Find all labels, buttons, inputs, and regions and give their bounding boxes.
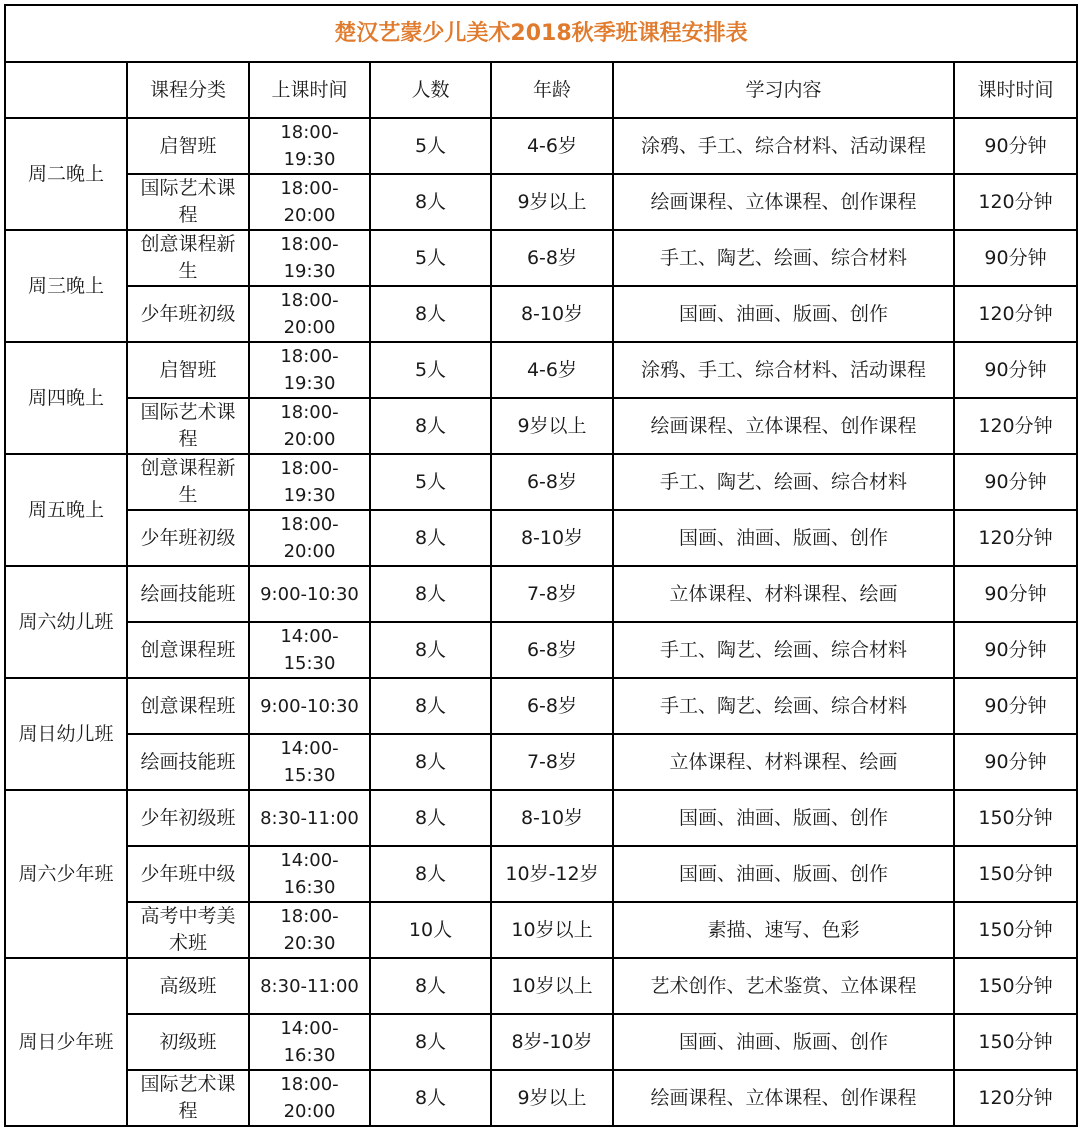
class-time-cell: 14:00-16:30: [249, 1014, 370, 1070]
day-label-cell: 周日少年班: [5, 958, 127, 1126]
header-student-count: 人数: [370, 62, 491, 118]
duration-cell: 150分钟: [954, 902, 1077, 958]
student-count-cell: 8人: [370, 1014, 491, 1070]
student-count-cell: 8人: [370, 790, 491, 846]
table-row: [5, 734, 1077, 790]
age-range-cell: 6-8岁: [491, 454, 613, 510]
student-count-cell: 8人: [370, 678, 491, 734]
course-category-cell: 启智班: [127, 342, 249, 398]
class-time-cell: 18:00-19:30: [249, 118, 370, 174]
header-duration: 课时时间: [954, 62, 1077, 118]
header-row: [5, 62, 1077, 118]
day-label-cell: 周六少年班: [5, 790, 127, 958]
day-label-cell: 周日幼儿班: [5, 678, 127, 790]
course-category-cell: 初级班: [127, 1014, 249, 1070]
course-content-cell: 国画、油画、版画、创作: [613, 1014, 954, 1070]
course-category-cell: 绘画技能班: [127, 566, 249, 622]
course-category-cell: 创意课程新生: [127, 230, 249, 286]
header-content: 学习内容: [613, 62, 954, 118]
student-count-cell: 8人: [370, 1070, 491, 1126]
duration-cell: 90分钟: [954, 566, 1077, 622]
age-range-cell: 9岁以上: [491, 398, 613, 454]
header-blank: [5, 62, 127, 118]
course-content-cell: 国画、油画、版画、创作: [613, 286, 954, 342]
student-count-cell: 5人: [370, 342, 491, 398]
class-time-cell: 8:30-11:00: [249, 958, 370, 1014]
table-row: [5, 902, 1077, 958]
course-content-cell: 涂鸦、手工、综合材料、活动课程: [613, 118, 954, 174]
day-label-cell: 周五晚上: [5, 454, 127, 566]
student-count-cell: 8人: [370, 174, 491, 230]
course-category-cell: 少年班初级: [127, 286, 249, 342]
class-time-cell: 9:00-10:30: [249, 678, 370, 734]
duration-cell: 150分钟: [954, 846, 1077, 902]
course-content-cell: 立体课程、材料课程、绘画: [613, 734, 954, 790]
table-title: 楚汉艺蒙少儿美术2018秋季班课程安排表: [5, 5, 1077, 62]
course-category-cell: 国际艺术课程: [127, 174, 249, 230]
class-time-cell: 9:00-10:30: [249, 566, 370, 622]
table-row: [5, 342, 1077, 398]
table-row: [5, 398, 1077, 454]
age-range-cell: 8-10岁: [491, 790, 613, 846]
duration-cell: 120分钟: [954, 174, 1077, 230]
age-range-cell: 6-8岁: [491, 678, 613, 734]
student-count-cell: 10人: [370, 902, 491, 958]
student-count-cell: 8人: [370, 510, 491, 566]
duration-cell: 90分钟: [954, 230, 1077, 286]
duration-cell: 90分钟: [954, 622, 1077, 678]
course-content-cell: 国画、油画、版画、创作: [613, 790, 954, 846]
course-content-cell: 国画、油画、版画、创作: [613, 846, 954, 902]
course-category-cell: 启智班: [127, 118, 249, 174]
course-content-cell: 手工、陶艺、绘画、综合材料: [613, 678, 954, 734]
student-count-cell: 5人: [370, 118, 491, 174]
age-range-cell: 10岁以上: [491, 902, 613, 958]
table-row: [5, 510, 1077, 566]
course-content-cell: 手工、陶艺、绘画、综合材料: [613, 622, 954, 678]
class-time-cell: 14:00-16:30: [249, 846, 370, 902]
class-time-cell: 18:00-20:30: [249, 902, 370, 958]
age-range-cell: 7-8岁: [491, 566, 613, 622]
student-count-cell: 8人: [370, 846, 491, 902]
header-category: 课程分类: [127, 62, 249, 118]
course-category-cell: 高级班: [127, 958, 249, 1014]
class-time-cell: 14:00-15:30: [249, 622, 370, 678]
table-row: [5, 118, 1077, 174]
day-label-cell: 周三晚上: [5, 230, 127, 342]
class-time-cell: 18:00-20:00: [249, 1070, 370, 1126]
course-category-cell: 创意课程班: [127, 678, 249, 734]
course-content-cell: 国画、油画、版画、创作: [613, 510, 954, 566]
age-range-cell: 6-8岁: [491, 230, 613, 286]
student-count-cell: 8人: [370, 398, 491, 454]
student-count-cell: 8人: [370, 958, 491, 1014]
table-row: [5, 678, 1077, 734]
table-row: [5, 174, 1077, 230]
table-row: [5, 230, 1077, 286]
duration-cell: 90分钟: [954, 678, 1077, 734]
table-row: [5, 1014, 1077, 1070]
class-time-cell: 18:00-19:30: [249, 342, 370, 398]
age-range-cell: 8-10岁: [491, 286, 613, 342]
duration-cell: 150分钟: [954, 958, 1077, 1014]
table-row: [5, 846, 1077, 902]
class-time-cell: 18:00-20:00: [249, 510, 370, 566]
course-content-cell: 艺术创作、艺术鉴赏、立体课程: [613, 958, 954, 1014]
course-category-cell: 创意课程班: [127, 622, 249, 678]
age-range-cell: 9岁以上: [491, 174, 613, 230]
age-range-cell: 7-8岁: [491, 734, 613, 790]
student-count-cell: 5人: [370, 454, 491, 510]
class-time-cell: 18:00-19:30: [249, 454, 370, 510]
class-time-cell: 18:00-20:00: [249, 398, 370, 454]
age-range-cell: 4-6岁: [491, 342, 613, 398]
table-row: [5, 1070, 1077, 1126]
duration-cell: 90分钟: [954, 342, 1077, 398]
course-schedule-table: [4, 4, 1078, 1127]
student-count-cell: 8人: [370, 734, 491, 790]
duration-cell: 150分钟: [954, 790, 1077, 846]
course-content-cell: 立体课程、材料课程、绘画: [613, 566, 954, 622]
course-content-cell: 手工、陶艺、绘画、综合材料: [613, 454, 954, 510]
course-category-cell: 高考中考美术班: [127, 902, 249, 958]
course-category-cell: 少年班初级: [127, 510, 249, 566]
day-label-cell: 周二晚上: [5, 118, 127, 230]
age-range-cell: 10岁-12岁: [491, 846, 613, 902]
course-category-cell: 少年班中级: [127, 846, 249, 902]
student-count-cell: 8人: [370, 566, 491, 622]
course-category-cell: 创意课程新生: [127, 454, 249, 510]
course-category-cell: 国际艺术课程: [127, 398, 249, 454]
table-row: [5, 566, 1077, 622]
table-row: [5, 454, 1077, 510]
class-time-cell: 14:00-15:30: [249, 734, 370, 790]
table-row: [5, 958, 1077, 1014]
header-class-time: 上课时间: [249, 62, 370, 118]
class-time-cell: 8:30-11:00: [249, 790, 370, 846]
day-label-cell: 周六幼儿班: [5, 566, 127, 678]
course-content-cell: 素描、速写、色彩: [613, 902, 954, 958]
age-range-cell: 6-8岁: [491, 622, 613, 678]
duration-cell: 120分钟: [954, 1070, 1077, 1126]
table-row: [5, 790, 1077, 846]
class-time-cell: 18:00-19:30: [249, 230, 370, 286]
age-range-cell: 8岁-10岁: [491, 1014, 613, 1070]
course-category-cell: 少年初级班: [127, 790, 249, 846]
duration-cell: 90分钟: [954, 734, 1077, 790]
student-count-cell: 8人: [370, 286, 491, 342]
course-content-cell: 绘画课程、立体课程、创作课程: [613, 398, 954, 454]
course-category-cell: 绘画技能班: [127, 734, 249, 790]
title-row: [5, 5, 1077, 62]
duration-cell: 90分钟: [954, 118, 1077, 174]
duration-cell: 120分钟: [954, 286, 1077, 342]
duration-cell: 120分钟: [954, 510, 1077, 566]
class-time-cell: 18:00-20:00: [249, 286, 370, 342]
age-range-cell: 9岁以上: [491, 1070, 613, 1126]
table-row: [5, 286, 1077, 342]
course-category-cell: 国际艺术课程: [127, 1070, 249, 1126]
student-count-cell: 8人: [370, 622, 491, 678]
duration-cell: 90分钟: [954, 454, 1077, 510]
course-content-cell: 涂鸦、手工、综合材料、活动课程: [613, 342, 954, 398]
day-label-cell: 周四晚上: [5, 342, 127, 454]
age-range-cell: 8-10岁: [491, 510, 613, 566]
course-content-cell: 绘画课程、立体课程、创作课程: [613, 1070, 954, 1126]
duration-cell: 150分钟: [954, 1014, 1077, 1070]
age-range-cell: 4-6岁: [491, 118, 613, 174]
class-time-cell: 18:00-20:00: [249, 174, 370, 230]
header-age: 年龄: [491, 62, 613, 118]
student-count-cell: 5人: [370, 230, 491, 286]
age-range-cell: 10岁以上: [491, 958, 613, 1014]
table-row: [5, 622, 1077, 678]
course-content-cell: 绘画课程、立体课程、创作课程: [613, 174, 954, 230]
course-content-cell: 手工、陶艺、绘画、综合材料: [613, 230, 954, 286]
duration-cell: 120分钟: [954, 398, 1077, 454]
